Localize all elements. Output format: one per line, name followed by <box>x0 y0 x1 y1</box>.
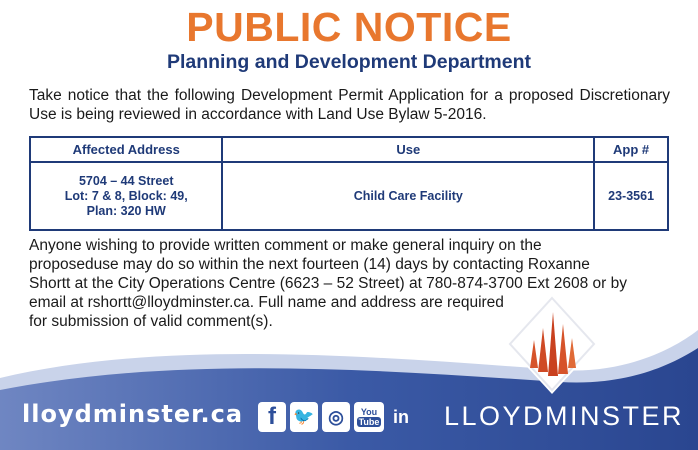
address-plan: Plan: 320 HW <box>86 203 166 218</box>
intro-paragraph: Take notice that the following Development Permit Application for a proposed Discretionary Use is being reviewed in accordance with Land Use Bylaw 5-2016. <box>29 87 670 123</box>
twitter-icon[interactable]: 🐦 <box>290 402 318 432</box>
social-links <box>258 401 414 433</box>
comment-line: for submission of valid comment(s). <box>29 313 273 330</box>
instagram-icon[interactable]: ◎ <box>322 402 350 432</box>
notice-title: PUBLIC NOTICE <box>186 4 512 50</box>
use-cell: Child Care Facility <box>222 162 594 230</box>
app-number-cell: 23-3561 <box>594 162 668 230</box>
lloydminster-logo-icon <box>506 294 598 394</box>
application-table <box>29 136 669 231</box>
address-street: 5704 – 44 Street <box>78 173 174 188</box>
comment-line: proposeduse may do so within the next fourteen (14) days by contacting Roxanne <box>29 256 590 273</box>
comment-line: email at rshortt@lloydminster.ca. Full name and address are required <box>29 294 504 311</box>
table-header-row <box>30 137 668 162</box>
comment-line: Shortt at the City Operations Centre (6623 – 52 Street) at 780-874-3700 Ext 2608 or by <box>29 275 627 292</box>
header-affected-address: Affected Address <box>30 137 222 162</box>
department-heading: Planning and Development Department <box>166 51 532 73</box>
header-use: Use <box>222 137 594 162</box>
table-row <box>30 162 668 230</box>
linkedin-icon[interactable]: in <box>393 406 409 427</box>
website-link[interactable]: lloydminster.ca <box>22 400 244 428</box>
youtube-tube-text: Tube <box>358 417 380 427</box>
youtube-you-text: You <box>360 407 378 417</box>
youtube-icon[interactable] <box>354 402 384 432</box>
header-app-number: App # <box>594 137 668 162</box>
address-lot-block: Lot: 7 & 8, Block: 49, <box>64 188 188 203</box>
comment-line: Anyone wishing to provide written comment or make general inquiry on the <box>29 237 542 254</box>
brand-wordmark: LLOYDMINSTER <box>443 401 684 431</box>
address-cell <box>30 162 222 230</box>
facebook-icon[interactable]: f <box>258 402 286 432</box>
